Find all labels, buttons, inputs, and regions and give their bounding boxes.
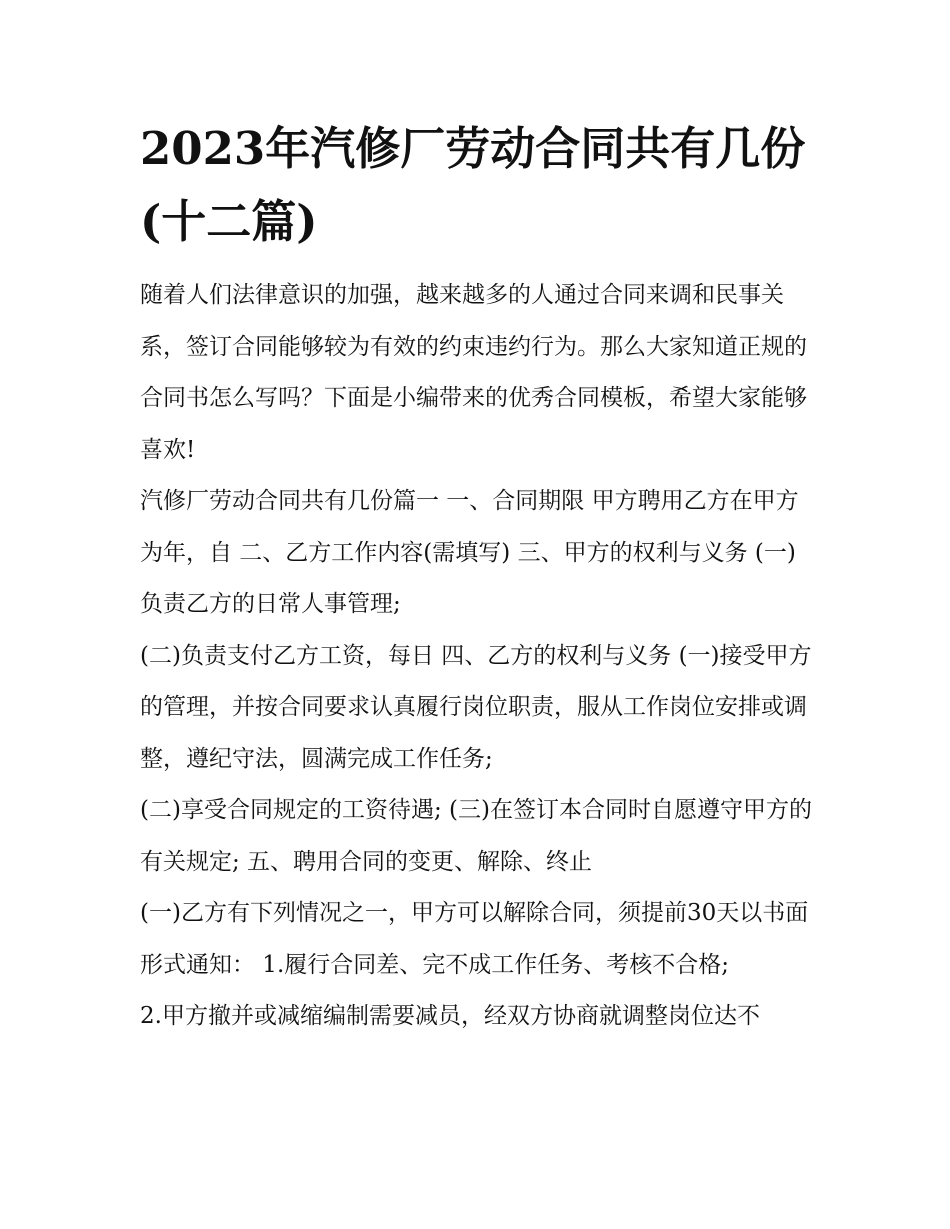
document-page xyxy=(140,112,812,1043)
paragraph-section-3: (二)享受合同规定的工资待遇; (三)在签订本合同时自愿遵守甲方的有关规定; 五、聘用合同的变更、解除、终止 xyxy=(140,797,812,875)
paragraph-section-4: (一)乙方有下列情况之一，甲方可以解除合同，须提前30天以书面形式通知： 1.履行合同差、完不成工作任务、考核不合格; xyxy=(140,900,809,978)
paragraph-section-2: (二)负责支付乙方工资，每日 四、乙方的权利与义务 (一)接受甲方的管理，并按合同要求认真履行岗位职责，服从工作岗位安排或调整，遵纪守法，圆满完成工作任务; xyxy=(140,642,812,772)
paragraph-intro: 随着人们法律意识的加强，越来越多的人通过合同来调和民事关系，签订合同能够较为有效的约束违约行为。那么大家知道正规的合同书怎么写吗？下面是小编带来的优秀合同模板，希望大家能够喜欢! xyxy=(140,282,807,463)
document-title: 2023年汽修厂劳动合同共有几份(十二篇) xyxy=(140,122,806,248)
paragraph-section-1: 汽修厂劳动合同共有几份篇一 一、合同期限 甲方聘用乙方在甲方为年，自 二、乙方工作内容(需填写) 三、甲方的权利与义务 (一)负责乙方的日常人事管理; xyxy=(140,488,799,617)
paragraph-section-5: 2.甲方撤并或减缩编制需要减员，经双方协商就调整岗位达不 xyxy=(140,1003,760,1029)
